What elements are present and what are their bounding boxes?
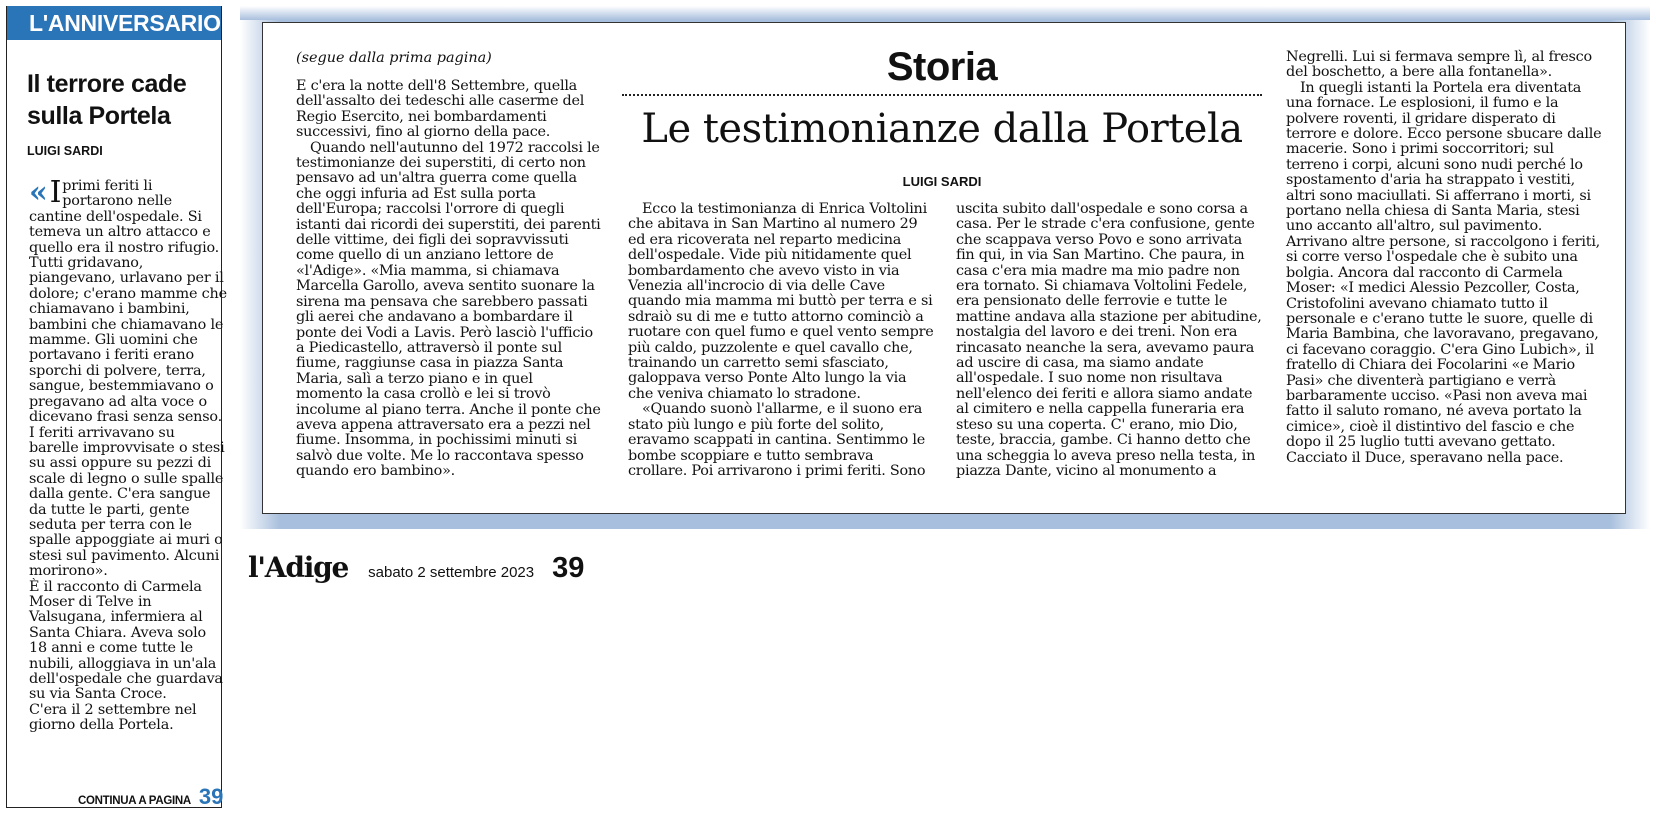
paragraph: Quando nell'autunno del 1972 raccolsi le testimonianze dei superstiti, di certo non pensavo ad un'altra guerra come quella che oggi infuria ad Est sulla porta dell'Europa; raccolsi l'orrore di quegli istanti dai ricordi dei superstiti, dei parenti delle vittime, dei figli dei sopravvissuti come quello di un anziano lettore de «l'Adige». «Mia mamma, si chiamava Marcella Garollo, aveva sentito suonare la sirena ma pensava che sarebbero passati gli aerei che andavano a bombardare il ponte dei Vodi a Lavis. Però lasciò l'ufficio a Piedicastello, attraversò il ponte sul fiume, raggiunse casa in piazza Santa Maria, salì a terzo piano e in quel momento la casa crollò e lei si trovò incolume al piano terra. Anche il ponte che aveva appena attraversato era a pezzi nel fiume. Insomma, in pochissimi minuti si salvò due volte. Me lo raccontava spesso quando ero bambino». (296, 139, 601, 480)
paragraph: Negrelli. Lui si fermava sempre lì, al fresco del boschetto, a bere alla fontanella». (1286, 49, 1592, 81)
paragraph: Ecco la testimonianza di Enrica Voltolini che abitava in San Martino al numero 29 ed era ricoverata nel reparto medicina dell'ospedale. Vide più nitidamente quel bombardamento che avevo visto in via Venezia all'incrocio di via delle Cave quando mia mamma mi buttò per terra e si sdraiò su di me e tutto attorno cominciò a ruotare con quel fumo e quel vento sempre più caldo, puzzolente e quel cavallo che, trainando un carretto semi sfasciato, galoppava verso Ponte Alto lungo la via che veniva chiamato lo stradone. (628, 201, 934, 402)
sidebar-paragraph: C'era il 2 settembre nel giorno della Portela. (29, 701, 197, 734)
column-2 (628, 202, 935, 479)
headline: Le testimonianze dalla Portela (641, 106, 1243, 152)
dropcap: I (49, 175, 62, 210)
quote-mark: « (29, 175, 48, 210)
sidebar-author: LUIGI SARDI (27, 144, 103, 158)
page-number: 39 (552, 552, 585, 584)
section-label: L'ANNIVERSARIO (7, 6, 221, 40)
continue-page: 39 (198, 784, 224, 809)
paragraph: uscita subito dall'ospedale e sono corsa a casa. Per le strade c'era confusione, gente che scappava verso Povo e sono arrivata fin qui, in via San Martino. Che paura, in casa c'era mia madre ma mio padre non era tornato. Si chiamava Voltolini Fedele, era pensionato delle ferrovie e tutte le mattine andava alla stazione per abitudine, nostalgia del lavoro e dei treni. Non era rincasato neanche la sera, avevamo paura ad uscire di casa, ma siamo andate all'ospedale. I suo nome non risultava nell'elenco dei feriti e allora siamo andate al cimitero e nella cappella funeraria era steso su una coperta. C' erano, mio Dio, teste, braccia, gambe. Ci hanno detto che una scheggia lo aveva preso nella testa, in piazza Dante, vicino al monumento a (956, 201, 1262, 479)
sidebar-body (29, 175, 227, 734)
page-footer (248, 551, 584, 585)
newspaper-logo: l'Adige (248, 551, 349, 584)
continue-link[interactable] (78, 784, 223, 810)
issue-date: sabato 2 settembre 2023 (368, 564, 535, 581)
paragraph: In quegli istanti la Portela era diventata una fornace. Le esplosioni, il fumo e la polvere roventi, il gridare disperato di terrore e dolore. Ecco persone sbucare dalle macerie. Sono i primi soccorritori; sul terreno i corpi, alcuni sono nudi perché lo spostamento d'aria ha strappato i vestiti, altri sono maciullati. Si afferrano i morti, si portano nella chiesa di Santa Maria, stesi uno accanto all'altro, sul pavimento. Arrivano altre persone, si raccolgono i feriti, si corre verso l'ospedale che è subito una bolgia. Ancora dal racconto di Carmela Moser: «I medici Alessio Pezcoller, Costa, Cristofolini avevano chiamato tutto il personale e c'erano tutte le suore, quelle di Maria Bambina, che lavoravano, pregavano, ci facevano coraggio. C'era Gino Lubich», il fratello di Chiara dei Focolarini «e Mario Pasi» che diventerà partigiano e verrà barbaramente ucciso. «Pasi non aveva mai fatto il saluto romano, né aveva portato la cimice», cioè il distintivo del fascio e che dopo il 25 luglio tutti avevano gettato. Cacciato il Duce, speravano nella pace. (1286, 79, 1602, 466)
continue-label: CONTINUA A PAGINA (78, 795, 191, 807)
sidebar-lead-text: primi feriti li portarono nelle cantine dell'ospedale. Si temeva un altro attacco e quello era il nostro rifugio. Tutti gridavano, piangevano, urlavano per il dolore; c'erano mamme che chiamavano i bambini, bambini che chiamavano le mamme. Gli uomini che portavano i feriti erano sporchi di polvere, terra, sangue, bestemmiavano o pregavano ad alta voce o dicevano frasi senza senso. I feriti arrivavano su barelle improvvisate o stesi su assi oppure su pezzi di scale di legno o sulle spalle dalla gente. C'era sangue da tutte le parti, gente seduta per terra con le spalle appoggiate ai muri o stesi sul pavimento. Alcuni morirono». (29, 178, 227, 580)
sidebar-lead (29, 175, 227, 580)
column-4 (1286, 50, 1604, 466)
dotted-divider (622, 94, 1262, 96)
column-3 (956, 202, 1263, 479)
sidebar-article (6, 6, 227, 808)
paragraph: E c'era la notte dell'8 Settembre, quella dell'assalto dei tedeschi alle caserme del Regio Esercito, nei bombardamenti successivi, fino al giorno della pace. (296, 78, 585, 141)
kicker: (segue dalla prima pagina) (296, 50, 492, 66)
sidebar-title: Il terrore cade sulla Portela (27, 70, 187, 130)
sidebar-paragraph: È il racconto di Carmela Moser di Telve in Valsugana, infermiera al Santa Chiara. Aveva solo 18 anni e come tutte le nubili, alloggiava in un'ala dell'ospedale che guardava su via Santa Croce. (29, 578, 223, 703)
column-1 (296, 79, 601, 480)
paragraph: «Quando suonò l'allarme, e il suono era stato più lungo e più forte del solito, eravamo scappati in cantina. Sentimmo le bombe scoppiare e tutto sembrava crollare. Poi arrivarono i primi feriti. Sono (628, 401, 926, 479)
byline: LUIGI SARDI (902, 174, 982, 189)
section-title: Storia (886, 45, 998, 89)
